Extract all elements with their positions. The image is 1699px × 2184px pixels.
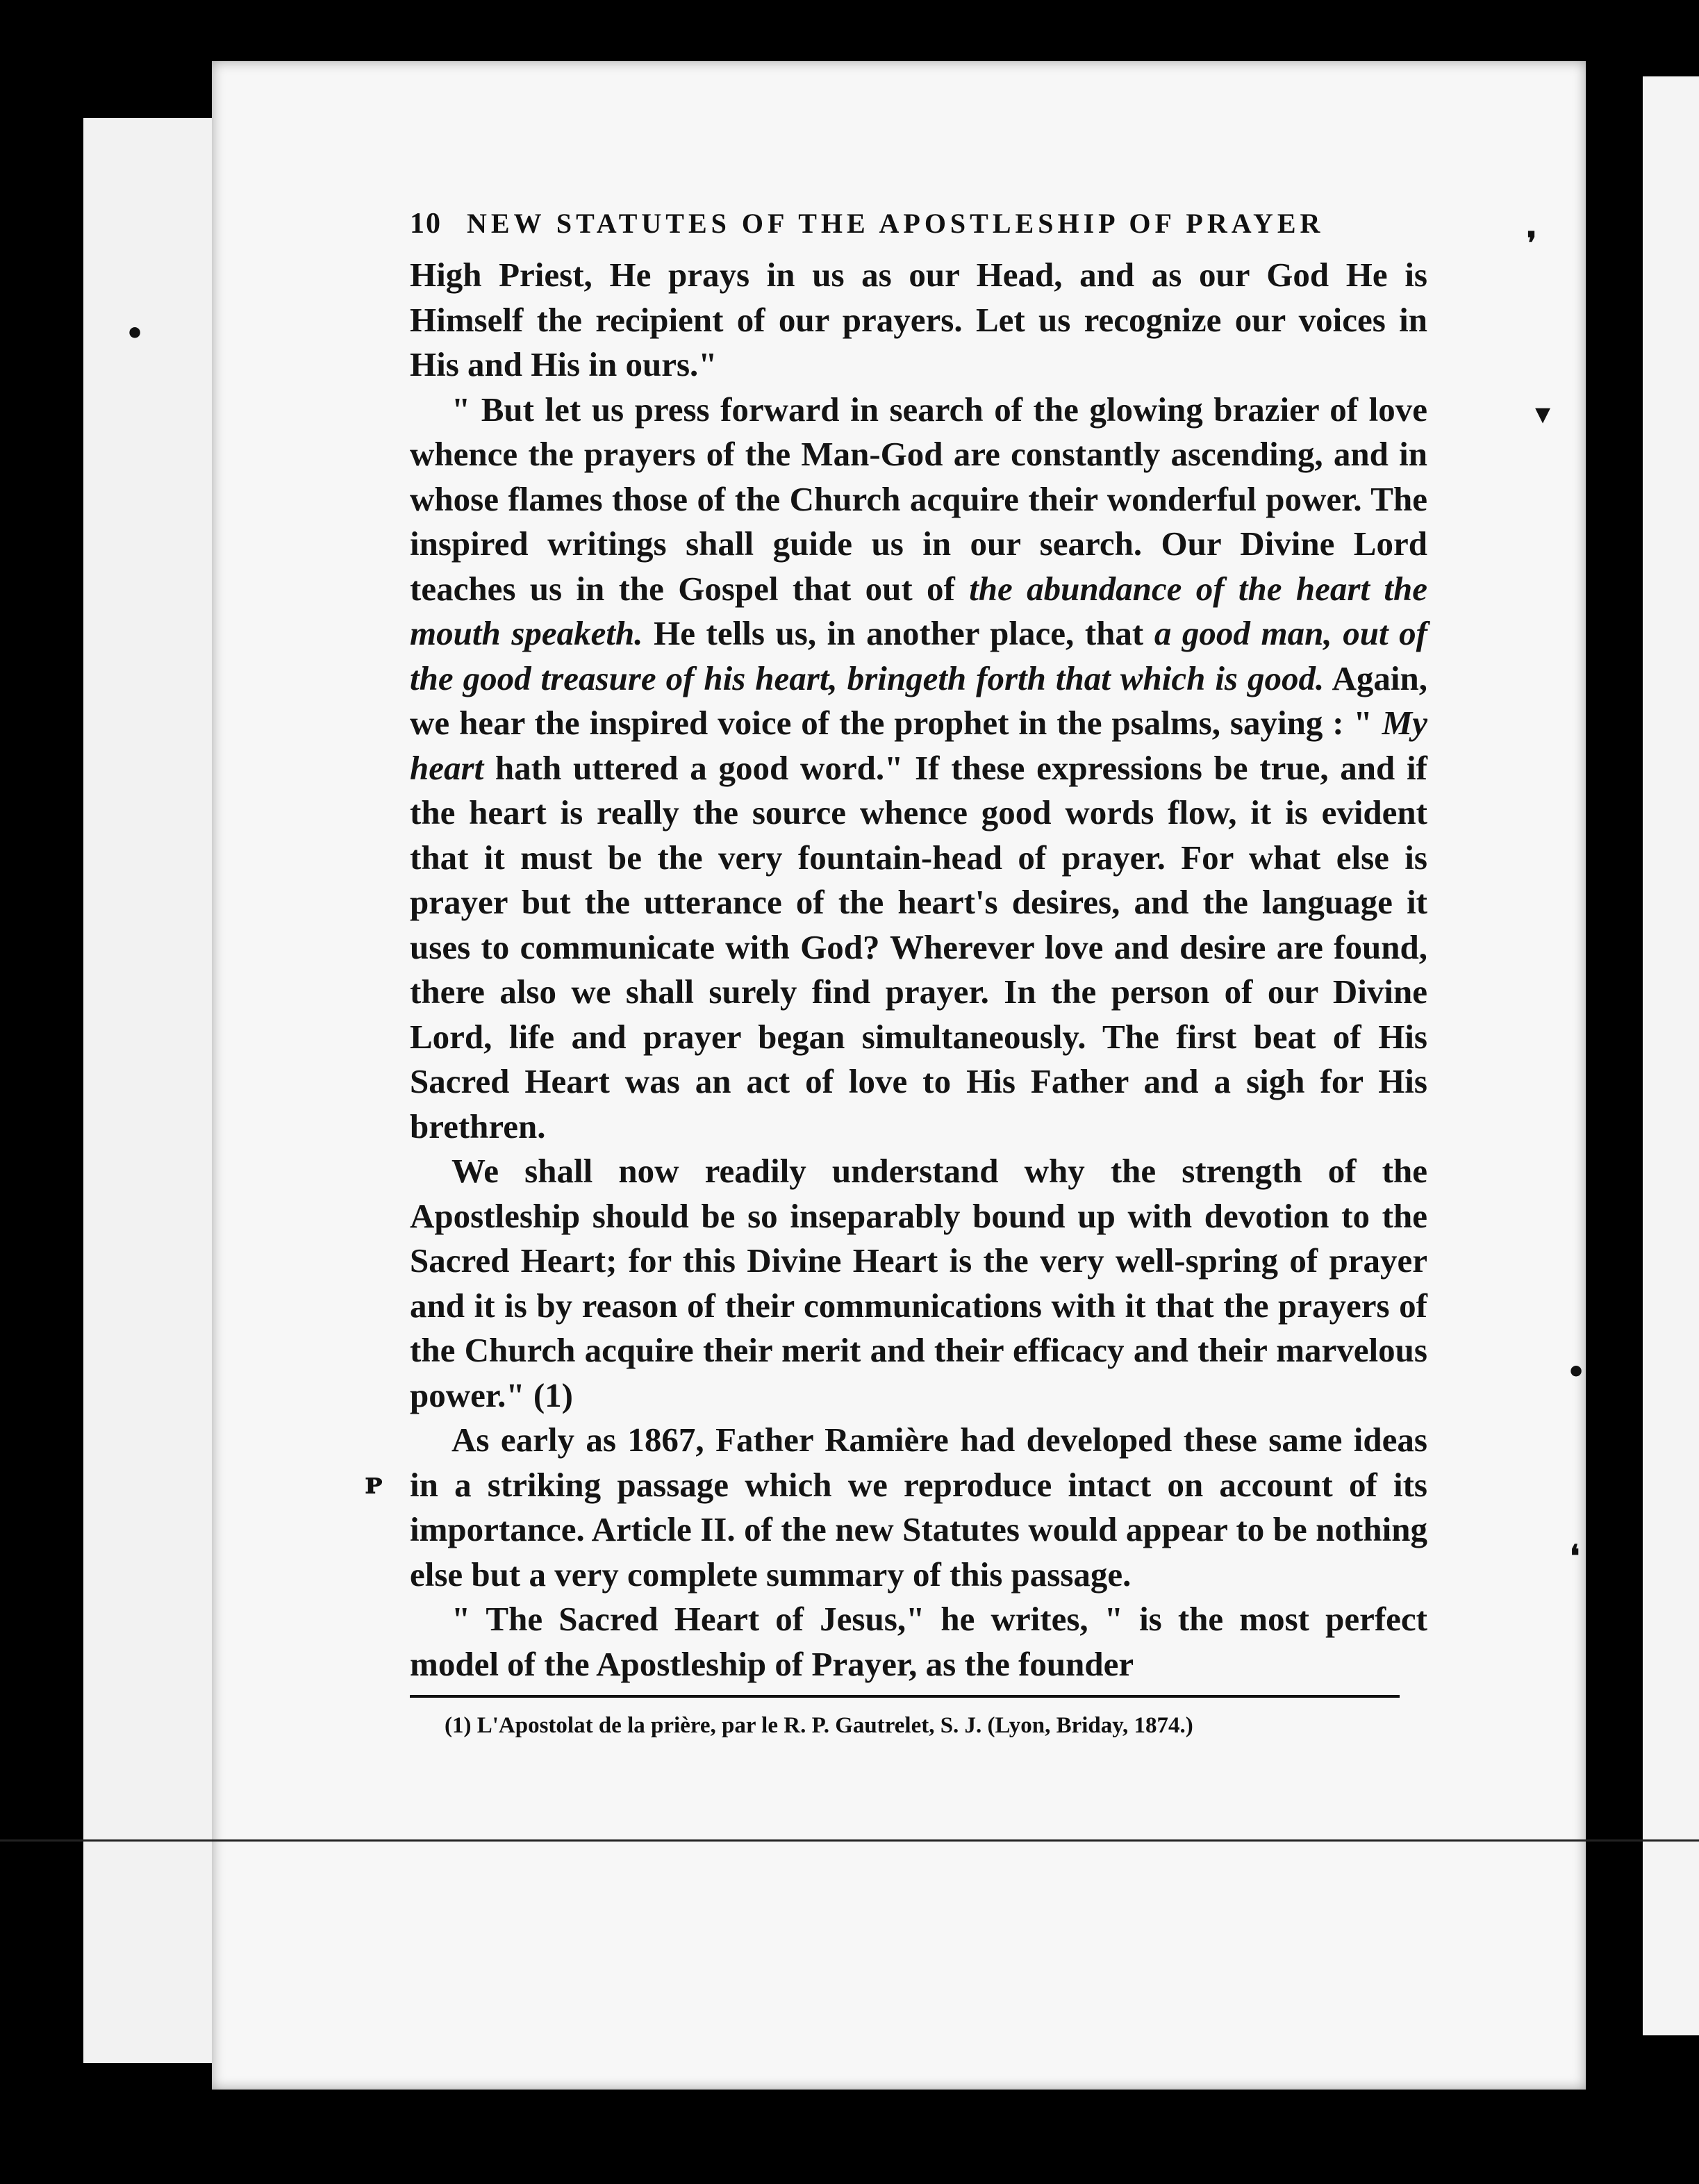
adjacent-page-right-edge: [1643, 76, 1699, 2035]
running-title: NEW STATUTES OF THE APOSTLESHIP OF PRAYER: [467, 208, 1325, 239]
paragraph-3: [410, 1149, 1427, 1418]
paragraph-2-part-b: He tells us, in another place, that: [643, 614, 1154, 652]
running-head: [410, 207, 1427, 240]
margin-speck: ᴘ: [365, 1466, 383, 1501]
page-number: 10: [410, 208, 442, 240]
book-page: [212, 61, 1586, 2090]
paragraph-5-text: " The Sacred Heart of Jesus," he writes, " is the most perfect model of the Apostleship of Prayer, as the founder: [410, 1600, 1427, 1683]
paragraph-5: [410, 1597, 1427, 1687]
paragraph-4: [410, 1418, 1427, 1597]
adjacent-page-left-edge: [83, 118, 222, 2063]
margin-speck: •: [125, 316, 145, 351]
margin-speck: •: [1566, 1355, 1586, 1390]
footnote: (1) L'Apostolat de la prière, par le R. P. Gautrelet, S. J. (Lyon, Briday, 1874.): [445, 1713, 1193, 1738]
body-text: [410, 253, 1427, 1687]
paragraph-2-part-d: hath uttered a good word." If these expressions be true, and if the heart is really the source whence good words flow, it is evident that it must be the very fountain-head of prayer. For what else is prayer but the utterance of the heart's desires, and the language it uses to communicate with God? Wherever love and desire are found, there also we shall surely find prayer. In the person of our Divine Lord, life and prayer began simultaneously. The first beat of His Sacred Heart was an act of love to His Father and a sigh for His brethren.: [410, 748, 1427, 1145]
margin-speck: ▾: [1535, 396, 1551, 431]
paragraph-2: [410, 388, 1427, 1150]
margin-speck: ❛: [1570, 1539, 1580, 1574]
paragraph-2-part-c: Again, we hear the inspired voice of the prophet in the psalms, saying : ": [410, 659, 1427, 742]
page-content: [410, 207, 1427, 1742]
margin-speck: ❜: [1527, 226, 1537, 261]
paragraph-2-part-a: " But let us press forward in search of the glowing brazier of love whence the prayers of the Man-God are constantly ascending, and in whose flames those of the Church acquire their wonderful power. The inspired writings shall guide us in our search. Our Divine Lord teaches us in the Gospel that out of: [410, 390, 1427, 608]
paragraph-2-italic-1: the abundance of the heart the mouth speaketh.: [410, 569, 1427, 652]
paragraph-4-text: As early as 1867, Father Ramière had developed these same ideas in a striking passage which we reproduce intact on account of its importance. Article II. of the new Statutes would appear to be nothing else but a very complete summary of this passage.: [410, 1421, 1427, 1594]
paragraph-2-italic-2: a good man, out of the good treasure of his heart, bringeth forth that which is good.: [410, 614, 1427, 697]
footnote-rule: [410, 1695, 1400, 1698]
paragraph-3-text: We shall now readily understand why the strength of the Apostleship should be so inseparably bound up with devotion to the Sacred Heart; for this Divine Heart is the very well-spring of prayer and it is by reason of their communications with it that the prayers of the Church acquire their merit and their efficacy and their marvelous power." (1): [410, 1152, 1427, 1414]
paragraph-1-text: High Priest, He prays in us as our Head, and as our God He is Himself the recipient of our prayers. Let us recognize our voices in His and His in ours.": [410, 256, 1427, 383]
paragraph-1: [410, 253, 1427, 388]
paragraph-2-italic-3: My heart: [410, 704, 1427, 787]
scan-artifact-line: [0, 1839, 1699, 1842]
